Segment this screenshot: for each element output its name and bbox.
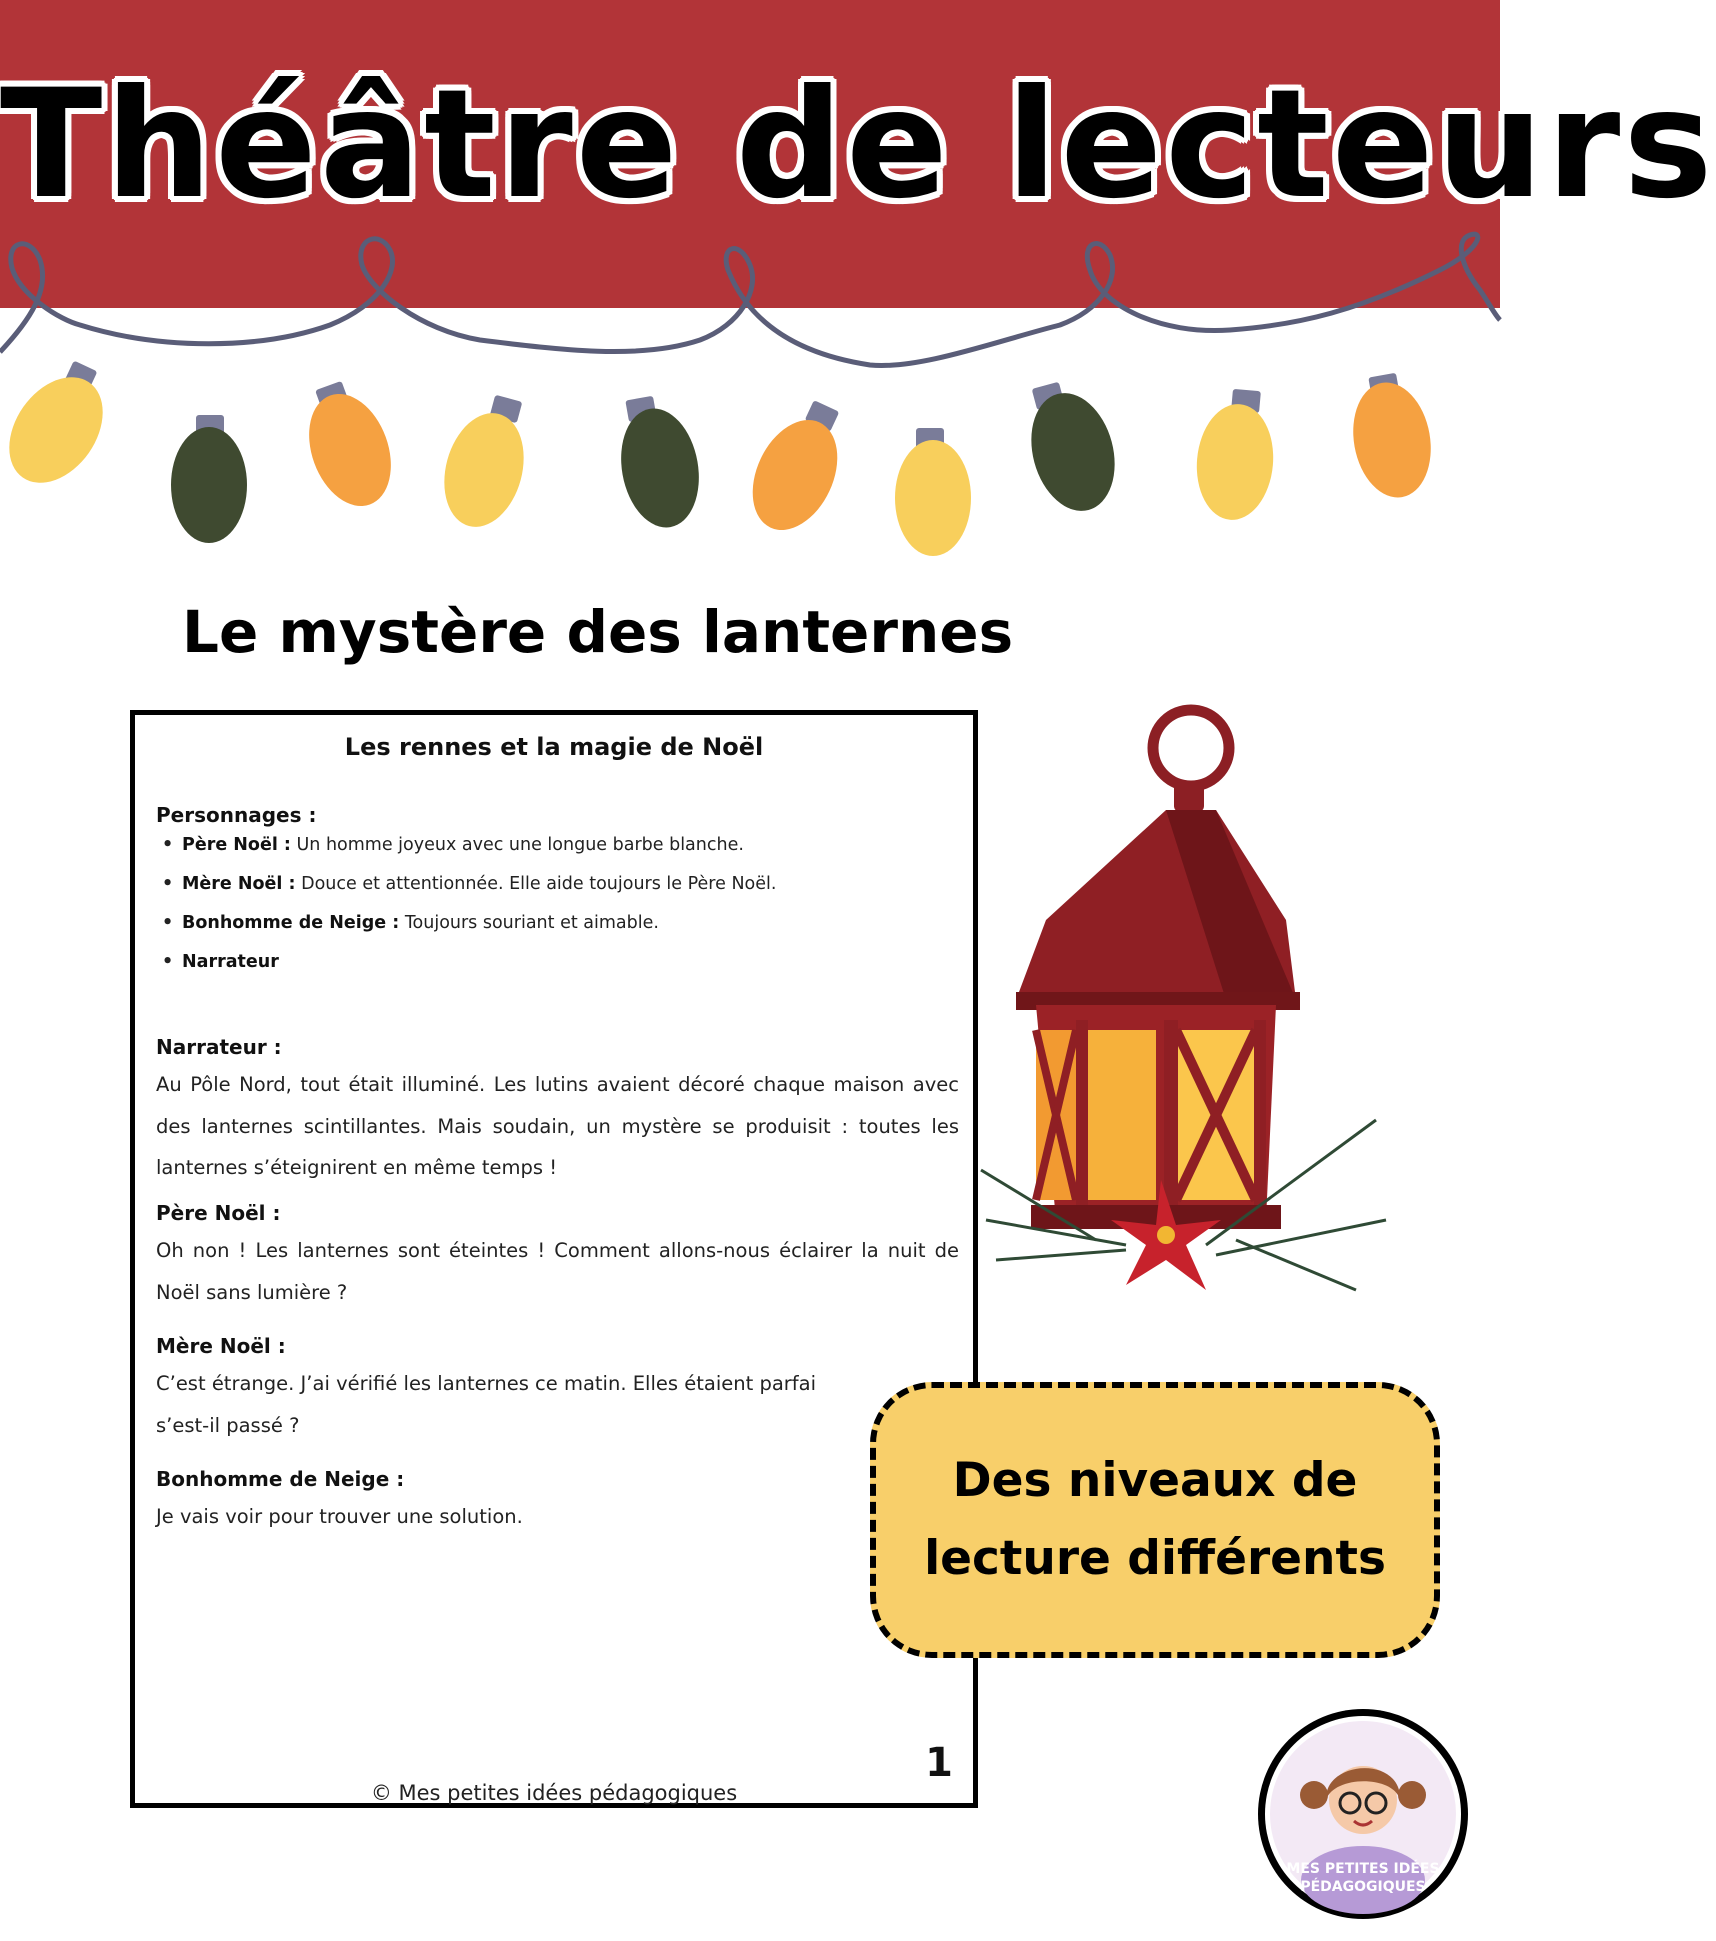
callout-text: Des niveaux de lecture différents (924, 1453, 1386, 1586)
dialogue-text: Au Pôle Nord, tout était illuminé. Les lutins avaient décoré chaque maison avec des lanternes scintillantes. Mais soudain, un mystère se produisit : toutes les lanternes s’éteignirent en même temps ! (156, 1073, 959, 1179)
list-item: • Narrateur (162, 952, 279, 972)
copyright: © Mes petites idées pédagogiques (370, 1781, 738, 1805)
dialogue-text: Oh non ! Les lanternes sont éteintes ! Comment allons-nous éclairer la nuit de Noël sans lumière ? (156, 1239, 959, 1304)
light-bulb-icon (0, 360, 122, 501)
light-bulb-icon (1345, 373, 1440, 504)
speaker-label: Mère Noël : (156, 1334, 286, 1358)
page-number: 1 (925, 1740, 953, 1786)
lantern-illustration (976, 700, 1396, 1300)
characters-label: Personnages : (156, 803, 317, 827)
string-lights-decoration (0, 230, 1500, 590)
list-item: • Père Noël : Un homme joyeux avec une longue barbe blanche. (162, 835, 744, 855)
characters-list (162, 835, 776, 991)
light-bulb-icon (895, 428, 971, 556)
svg-text:PÉDAGOGIQUES: PÉDAGOGIQUES (1300, 1879, 1426, 1895)
speaker-label: Père Noël : (156, 1201, 281, 1225)
dialogue-text: Je vais voir pour trouver une solution. (156, 1505, 523, 1528)
brand-logo (1254, 1705, 1472, 1923)
speaker-label: Narrateur : (156, 1035, 282, 1059)
dialogue-text: C’est étrange. J’ai vérifié les lanternes ce matin. Elles étaient parfai (156, 1372, 817, 1395)
list-item: • Bonhomme de Neige : Toujours souriant et aimable. (162, 913, 659, 933)
light-bulb-icon (1192, 389, 1278, 523)
light-bulb-icon (1019, 382, 1127, 521)
light-bulb-icon (736, 400, 854, 544)
list-item: • Mère Noël : Douce et attentionnée. Elle aide toujours le Père Noël. (162, 874, 777, 894)
sheet-title: Les rennes et la magie de Noël (344, 733, 764, 761)
subtitle: Le mystère des lanternes (182, 598, 1014, 666)
page-title: Théâtre de lecteurs (0, 58, 1716, 232)
script-sheet-preview (130, 710, 978, 1808)
dialogue-text: s’est-il passé ? (156, 1414, 300, 1437)
speaker-label: Bonhomme de Neige : (156, 1467, 405, 1491)
light-bulb-icon (171, 415, 247, 543)
reading-levels-callout (870, 1382, 1440, 1658)
light-bulb-icon (294, 381, 405, 518)
light-bulb-icon (612, 396, 708, 534)
svg-text:MES PETITES IDÉES: MES PETITES IDÉES (1286, 1861, 1440, 1877)
light-bulb-icon (432, 395, 535, 536)
